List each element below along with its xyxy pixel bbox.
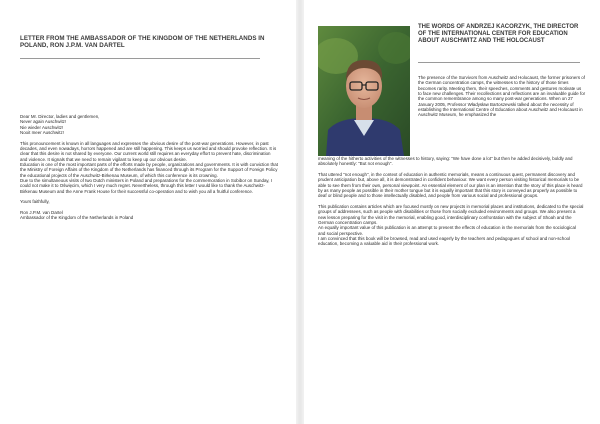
article-paragraph: That uttered "not enough", in the context of education in authentic memorials, means a continuous quest, permanent discovery and prudent anticipation but, above all, it is demonstrated in confident behaviour. We want every person visiting historical memorials to be able to see them from their own, personal viewpoint. An essential element of our plan is an intention that the story of this place is heard by as many people as possible in their mother tongue but it is equally important that this story is conveyed as properly as possible to deaf or blind people and to those intellectually disabled, and people from various social and professional groups. — [318, 171, 583, 199]
article-paragraph: I am convinced that this book will be browsed, read and used eagerly by the teachers and pedagogues of school and non-school education, becoming a valuable aid in their professional work. — [318, 236, 571, 247]
article-paragraph: An equally important value of this publication is an attempt to present the effects of education in the memorials from the sociological and social perspective. — [318, 225, 576, 236]
left-page-heading: LETTER FROM THE AMBASSADOR OF THE KINGDOM OF THE NETHERLANDS IN POLAND, RON J.P.M. VAN DARTEL — [20, 35, 265, 50]
greeting-line: Dear Mr. Director, ladies and gentlemen, — [20, 114, 100, 119]
director-intro-text — [418, 75, 586, 118]
ambassador-letter — [20, 114, 278, 221]
left-page — [0, 0, 296, 424]
intro-paragraph: The presence of the Survivors from Auschwitz and Holocaust, the former prisoners of the German concentration camps, the witnesses to the history of those times becomes rarity. Meeting them, their speeches, comments and gestures motivate us to face new challenges. Their recollections and reflections are an invaluable guide for the common remembrance among so many post-war generations. When on 27 January 2005, Professor Władysław Bartoszewski talked about the necessity of establishing the International Centre of Education about Auschwitz and Holocaust in Auschwitz Museum, he emphasized the — [418, 75, 586, 118]
right-page-heading: THE WORDS OF ANDRZEJ KACORZYK, THE DIRECTOR OF THE INTERNATIONAL CENTER FOR EDUCATION ABOUT AUSCHWITZ AND THE HOLOCAUST — [418, 24, 579, 45]
letter-paragraph: This pronouncement is known in all languages and expresses the obvious desire of the post-war generations. However, in past decades, and even nowadays, horrors happened and are still happening. This keeps us worried and should provoke reflection. It is clear that this desire is not shared by everyone. Our current world still requires an everyday effort to prevent hate, discrimination and violence. It signals that we need to remain vigilant to keep up our obvious desire. — [20, 140, 277, 162]
book-gutter — [296, 0, 304, 424]
greeting-line: Nooit meer Auschwitz! — [20, 130, 64, 136]
director-article-text — [318, 156, 584, 247]
article-paragraph: This publication contains articles which are focused mostly on new projects in memorial places and institutions, dedicated to the special groups of addressees, such as people with disabilities or those from socially excluded environments and groups. We also present a new lesson preparing for the visit in the memorial, enabling good, interdisciplinary confrontation with the subject of Shoah and the German concentration camps. — [318, 204, 584, 226]
greeting-line: Never again Auschwitz! — [20, 119, 67, 125]
director-portrait-photo — [318, 26, 410, 156]
greeting-line: Nie wieder Auschwitz! — [20, 124, 64, 130]
letter-paragraph: Due to the simultaneous visits of two Dutch ministers in Poland and preparations for the commemoration in Sobibor on Sunday, I could not make it to Oświęcim, which I very much regret. Nevertheless, through this letter I would like to thank the Auschwitz-Birkenau Museum and the Anne Frank House for their successful co-operation and to wish you all a fruitful conference. — [20, 178, 272, 194]
signature-name: Ron J.P.M. van Dartel — [20, 210, 63, 216]
left-heading-rule — [20, 58, 260, 59]
signature-title: Ambassador of the Kingdom of the Netherlands in Poland — [20, 215, 134, 221]
letter-paragraph: Education is one of the most important parts of the efforts made by people, organizations and governments. It is with conviction that the Ministry of Foreign Affairs of the Kingdom of the Netherlands has financed through its Program for the Support of Foreign Policy the educational projects of the Auschwitz-Birkenau Museum, of which this conference is its crowning. — [20, 162, 278, 178]
letter-closing: Yours faithfully, — [20, 199, 50, 205]
right-heading-rule — [418, 62, 580, 63]
intro-continuation: meaning of the hitherto activities of the witnesses to history, saying: "We have done a lot" but then he added decisively, boldly and absolutely honestly: "But not enough". — [318, 156, 573, 167]
